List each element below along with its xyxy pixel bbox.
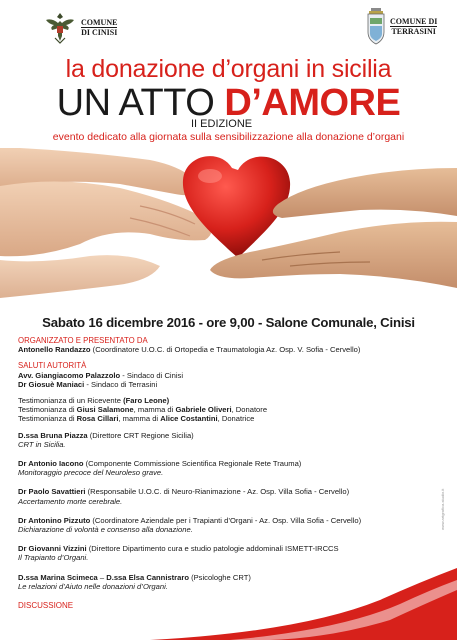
speaker-separator: – — [97, 572, 107, 582]
testimony-name: Alice Costantini — [160, 414, 218, 424]
greeting-item — [18, 380, 438, 389]
testimony-name: Giusi Salamone — [76, 405, 134, 415]
greeting-item — [18, 371, 438, 380]
speaker-role: (Responsabile U.O.C. di Neuro-Rianimazione - Az. Osp. Villa Sofia - Cervello) — [85, 487, 350, 497]
testimony-name: Rosa Cillari — [76, 414, 119, 424]
org-line: COMUNE — [81, 17, 118, 27]
greetings-heading: SALUTI AUTORITÀ — [18, 361, 87, 371]
organizer-role: (Coordinatore U.O.C. di Ortopedia e Traumatologia Az. Osp. V. Sofia - Cervello) — [90, 345, 361, 355]
speaker-name: D.ssa Marina Scimeca — [18, 572, 98, 582]
testimony-text: , mamma di — [118, 414, 161, 424]
speaker-name: Dr Antonino Pizzuto — [18, 515, 91, 525]
speaker-name: Dr Giovanni Vizzini — [18, 544, 87, 554]
title-part-2: D’AMORE — [224, 82, 401, 124]
title-part-1: UN ATTO — [56, 82, 225, 124]
hands-holding-heart-image — [0, 148, 457, 310]
speaker-topic: CRT in Sicilia. — [18, 439, 66, 449]
title-line-2 — [0, 84, 457, 122]
testimony-text: Testimonianza di — [18, 414, 77, 424]
greeting-role: - Sindaco di Cinisi — [120, 370, 184, 380]
organized-heading: ORGANIZZATO E PRESENTATO DA — [18, 336, 148, 345]
speaker-item — [18, 487, 438, 505]
org-line: DI CINISI — [81, 27, 118, 37]
testimony-item — [18, 405, 438, 414]
speaker-name: Dr Antonio Iacono — [18, 459, 84, 469]
testimony-text: , Donatore — [231, 405, 268, 415]
testimony-item — [18, 414, 438, 423]
discussion-heading: DISCUSSIONE — [18, 601, 74, 611]
org-line: COMUNE DI — [390, 16, 438, 26]
testimony-name: Gabriele Oliveri — [175, 405, 232, 415]
testimony-text: Testimonianza di — [18, 405, 77, 415]
org-name-terrasini — [390, 17, 437, 36]
testimony-text: , Donatrice — [217, 414, 255, 424]
speaker-name: Dr Paolo Savattieri — [18, 487, 86, 497]
speaker-item — [18, 459, 438, 477]
title-line-1: la donazione d’organi in sicilia — [65, 55, 392, 83]
speaker-role: (Direttore Dipartimento cura e studio patologie addominali ISMETT-IRCCS — [86, 544, 339, 554]
speaker-role: (Psicologhe CRT) — [188, 572, 251, 582]
speaker-name: D.ssa Elsa Cannistraro — [106, 572, 189, 582]
testimony-text: , mamma di — [133, 405, 176, 415]
shield-crest-icon — [366, 6, 386, 46]
subtitle: evento dedicato alla giornata sulla sensibilizzazione alla donazione d’organi — [52, 131, 405, 143]
speaker-role: (Coordinatore Aziendale per i Trapianti d’Organi - Az. Osp. Villa Sofia - Cervello) — [90, 515, 362, 525]
speaker-topic: Il Trapianto d’Organi. — [18, 553, 89, 563]
greeting-name: Dr Giosuè Maniaci — [18, 379, 85, 389]
speaker-item — [18, 516, 438, 534]
speaker-role: (Componente Commissione Scientifica Regionale Rete Trauma) — [83, 459, 302, 469]
logo-terrasini — [366, 6, 437, 46]
speaker-topic: Le relazioni d’Aiuto nelle donazioni d’Organi. — [18, 581, 168, 591]
red-wave-decoration — [0, 560, 457, 640]
organizer-line — [18, 345, 438, 354]
eagle-crest-icon — [44, 10, 76, 44]
testimony-text: Testimonianza di un Ricevente — [18, 396, 124, 406]
greeting-name: Avv. Giangiacomo Palazzolo — [18, 370, 121, 380]
testimony-name: (Faro Leone) — [123, 396, 170, 406]
org-line: TERRASINI — [391, 26, 436, 36]
greeting-role: - Sindaco di Terrasini — [84, 379, 158, 389]
logo-cinisi — [44, 10, 117, 44]
speaker-topic: Dichiarazione di volontà e consenso alla donazione. — [18, 525, 193, 535]
organizer-name: Antonello Randazzo — [18, 345, 91, 355]
event-date-location: Sabato 16 dicembre 2016 - ore 9,00 - Salone Comunale, Cinisi — [42, 315, 415, 330]
testimony-item — [18, 396, 438, 405]
side-credit: www.artgrafica-studio.it — [440, 488, 445, 530]
org-name-cinisi — [81, 18, 117, 37]
speaker-role: (Direttore CRT Regione Sicilia) — [87, 430, 194, 440]
speaker-topic: Monitoraggio precoce del Neuroleso grave. — [18, 468, 164, 478]
edition-label: II EDIZIONE — [191, 118, 253, 130]
speaker-topic: Accertamento morte cerebrale. — [18, 496, 123, 506]
speaker-item — [18, 431, 438, 449]
speaker-name: D.ssa Bruna Piazza — [18, 430, 88, 440]
